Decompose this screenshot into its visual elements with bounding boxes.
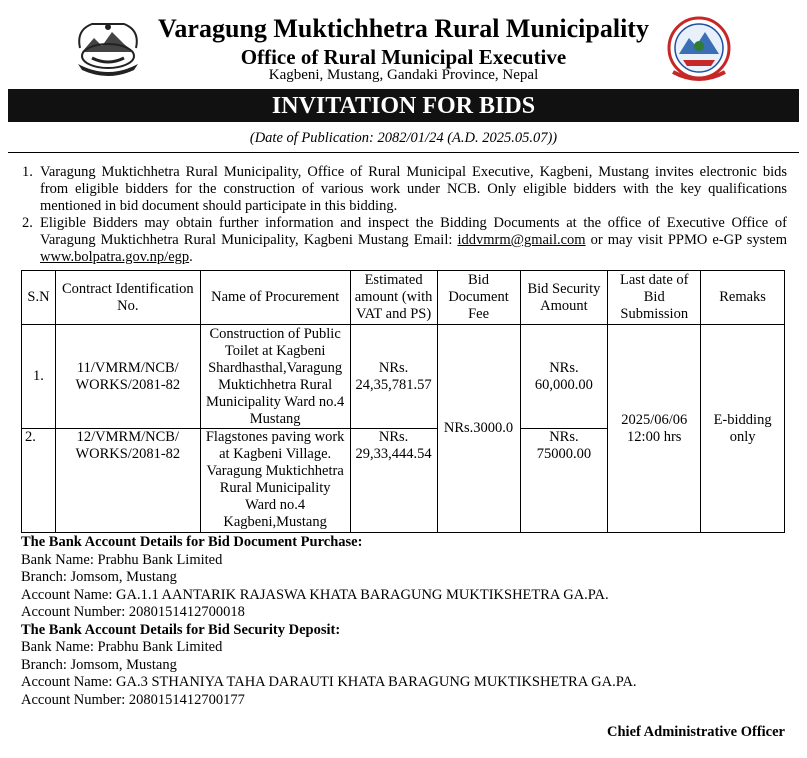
point-number: 1. [22,164,33,180]
cell-security: NRs. 60,000.00 [520,325,608,429]
purchase-account-number: Account Number: 2080151412700018 [21,604,245,620]
purchase-bank-name: Bank Name: Prabhu Bank Limited [21,551,223,568]
notice-points [22,164,787,266]
office-address: Kagbeni, Mustang, Gandaki Province, Nepal [268,67,539,83]
point-text: Varagung Muktichhetra Rural Municipality, Office of Rural Municipal Executive, Kagbeni, Mustang invites electronic bids from eligible bidders for the construction of various work under NCB. Only eligible bidders with the key qualifications mentioned in bid document should participate in this bidding. [40,164,787,214]
col-header-fee: Bid Document Fee [437,271,520,325]
col-header-estimate: Estimated amount (with VAT and PS) [350,271,437,325]
cell-last-date: 2025/06/06 12:00 hrs [608,325,701,533]
cell-estimate: NRs. 29,33,444.54 [350,429,437,533]
security-account-heading: The Bank Account Details for Bid Security Deposit: [21,621,341,638]
cell-bid-fee: NRs.3000.0 [437,325,520,533]
col-header-remarks: Remaks [701,271,785,325]
email-link[interactable]: iddvmrm@gmail.com [457,232,586,248]
col-header-last-date: Last date of Bid Submission [608,271,701,325]
col-header-sn: S.N [22,271,56,325]
website-link[interactable]: www.bolpatra.gov.np/egp [40,249,190,265]
municipality-name: Varagung Muktichhetra Rural Municipality [158,14,649,43]
point-number: 2. [22,215,33,231]
security-branch: Branch: Jomsom, Mustang [21,656,177,673]
col-header-security: Bid Security Amount [520,271,608,325]
point-item [22,164,787,215]
cell-sn: 1. [22,325,56,429]
col-header-procurement: Name of Procurement [200,271,350,325]
signatory-title: Chief Administrative Officer [607,724,785,740]
cell-procurement: Construction of Public Toilet at Kagbeni Shardhasthal,Varagung Muktichhetra Rural Municipality Ward no.4 Mustang [200,325,350,429]
bank-account-details [21,534,637,709]
purchase-account-name: Account Name: GA.1.1 AANTARIK RAJASWA KHATA BARAGUNG MUKTIKSHETRA GA.PA. [21,586,609,603]
office-name: Office of Rural Municipal Executive [240,45,567,69]
security-account-number: Account Number: 2080151412700177 [21,691,245,708]
cell-sn: 2. [22,429,56,533]
cell-contract: 11/VMRM/NCB/ WORKS/2081-82 [55,325,200,429]
divider [8,152,799,153]
security-account-name: Account Name: GA.3 STHANIYA TAHA DARAUTI KHATA BARAGUNG MUKTIKSHETRA GA.PA. [21,674,637,690]
point-text [40,215,787,266]
table-header-row [22,271,785,325]
point-text-b: or may visit PPMO e-GP system [585,232,787,248]
cell-estimate: NRs. 24,35,781.57 [350,325,437,429]
col-header-contract: Contract Identification No. [55,271,200,325]
notice-title: INVITATION FOR BIDS [8,89,799,122]
cell-security: NRs. 75000.00 [520,429,608,533]
cell-contract: 12/VMRM/NCB/ WORKS/2081-82 [55,429,200,533]
purchase-account-heading: The Bank Account Details for Bid Document Purchase: [21,534,363,550]
cell-procurement: Flagstones paving work at Kagbeni Village. Varagung Muktichhetra Rural Municipality Ward no.4 Kagbeni,Mustang [200,429,350,533]
table-row [22,325,785,429]
bids-table [21,270,785,533]
point-item [22,215,787,266]
purchase-branch: Branch: Jomsom, Mustang [21,569,177,585]
publication-date: (Date of Publication: 2082/01/24 (A.D. 2025.05.07)) [249,130,558,146]
security-bank-name: Bank Name: Prabhu Bank Limited [21,639,223,655]
cell-remarks: E-bidding only [701,325,785,533]
point-text-c: . [189,249,193,265]
point-text-a: Eligible Bidders may obtain further information and inspect the Bidding Documents at the office of Executive Office of Varagung Muktichhetra Rural Municipality, Kagbeni Mustang Email: [40,215,787,248]
